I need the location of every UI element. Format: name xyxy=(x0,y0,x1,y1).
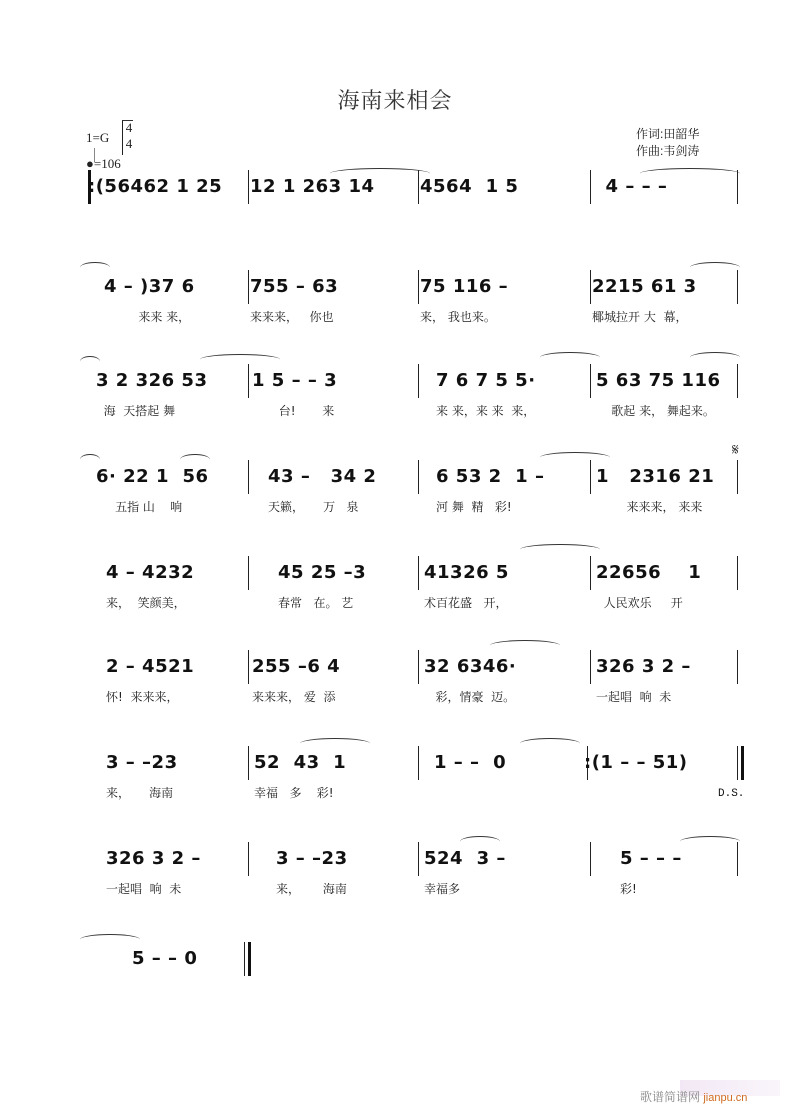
measure-notes: 326 3 2 – xyxy=(106,848,201,869)
barline xyxy=(248,842,249,876)
measure-lyrics: 来来来， 爱 添 xyxy=(252,690,336,704)
barline xyxy=(737,556,738,590)
measure-notes: 3 – –23 xyxy=(276,848,348,869)
measure-lyrics: 台! 来 xyxy=(252,404,335,418)
measure-notes: 43 – 34 2 xyxy=(268,466,377,487)
measure-notes: 4 – 4232 xyxy=(106,562,195,583)
watermark: 歌谱简谱网 jianpu.cn xyxy=(640,1090,748,1104)
slur xyxy=(460,836,500,847)
time-signature: 4 4 xyxy=(122,120,136,152)
barline xyxy=(248,650,249,684)
measure-lyrics: 春常 在。 艺 xyxy=(278,596,354,610)
slur xyxy=(690,352,740,363)
slur xyxy=(80,454,100,465)
barline xyxy=(418,556,419,590)
composer: 作曲:韦剑涛 xyxy=(636,144,700,158)
measure-notes: 5 – – 0 xyxy=(132,948,198,969)
measure-notes: 52 43 1 xyxy=(254,752,347,773)
barline xyxy=(418,460,419,494)
barline xyxy=(590,842,591,876)
score-line xyxy=(0,270,790,340)
barline xyxy=(418,746,419,780)
measure-notes: 1 5 – – 3 xyxy=(252,370,338,391)
measure-notes: 255 –6 4 xyxy=(252,656,341,677)
dal-segno-mark: D.S. xyxy=(718,788,745,800)
measure-lyrics: 来， 笑颜美， xyxy=(106,596,186,610)
measure-notes: 5 – – – xyxy=(620,848,682,869)
slur xyxy=(520,544,600,555)
measure-notes: 4 – – – xyxy=(592,176,668,197)
score-line xyxy=(0,842,790,912)
barline xyxy=(590,364,591,398)
measure-lyrics: 五指 山 响 xyxy=(96,500,183,514)
barline xyxy=(418,270,419,304)
barline xyxy=(590,650,591,684)
slur xyxy=(540,352,600,363)
slur xyxy=(640,168,740,179)
measure-notes: 45 25 –3 xyxy=(278,562,367,583)
barline xyxy=(248,460,249,494)
measure-notes: 6· 22 1 56 xyxy=(96,466,209,487)
measure-notes: 22656 1 xyxy=(596,562,702,583)
measure-notes: 5 63 75 116 xyxy=(596,370,721,391)
barline xyxy=(248,746,249,780)
measure-lyrics: 幸福 多 彩! xyxy=(254,786,334,800)
barline xyxy=(590,170,591,204)
measure-notes: 7 6 7 5 5· xyxy=(436,370,536,391)
barline xyxy=(248,556,249,590)
measure-lyrics: 来， 海南 xyxy=(276,882,347,896)
score-line xyxy=(0,170,790,240)
measure-lyrics: 彩，情豪 迈。 xyxy=(424,690,516,704)
barline xyxy=(418,650,419,684)
barline xyxy=(737,270,738,304)
measure-notes: 524 3 – xyxy=(424,848,506,869)
measure-notes: 2215 61 3 xyxy=(592,276,697,297)
lyricist: 作词:田韶华 xyxy=(636,127,700,141)
measure-lyrics: 来来来， 你也 xyxy=(250,310,334,324)
measure-notes: 326 3 2 – xyxy=(596,656,691,677)
slur xyxy=(80,934,140,945)
score-title: 海南来相会 xyxy=(337,89,453,114)
measure-lyrics: 怀! 来来来， xyxy=(106,690,179,704)
score-line xyxy=(0,556,790,626)
slur xyxy=(80,356,100,367)
credits xyxy=(636,126,699,160)
barline xyxy=(737,842,738,876)
measure-lyrics: 来， 我也来。 xyxy=(420,310,496,324)
measure-notes: 4 – )37 6 xyxy=(104,276,195,297)
barline xyxy=(248,270,249,304)
measure-lyrics: 来， 海南 xyxy=(106,786,174,800)
barline xyxy=(590,270,591,304)
slur xyxy=(520,738,580,749)
barline xyxy=(248,364,249,398)
score-line xyxy=(0,942,790,1012)
measure-notes: 3 2 326 53 xyxy=(96,370,208,391)
measure-notes: 4564 1 5 xyxy=(420,176,519,197)
measure-notes: 41326 5 xyxy=(424,562,509,583)
measure-lyrics: 椰城拉开 大 幕， xyxy=(592,310,688,324)
barline xyxy=(737,460,738,494)
measure-notes: 32 6346· xyxy=(424,656,517,677)
segno-icon: 𝄋 xyxy=(732,442,739,459)
barline xyxy=(737,650,738,684)
slur xyxy=(330,168,430,179)
measure-notes: 12 1 263 14 xyxy=(250,176,375,197)
barline xyxy=(418,842,419,876)
score-line xyxy=(0,650,790,720)
measure-notes: 3 – –23 xyxy=(106,752,178,773)
slur xyxy=(300,738,370,749)
slur xyxy=(680,836,740,847)
measure-lyrics: 海 天搭起 舞 xyxy=(96,404,176,418)
barline xyxy=(590,460,591,494)
slur xyxy=(80,262,110,273)
measure-lyrics: 河 舞 精 彩! xyxy=(436,500,512,514)
measure-lyrics: 来 来，来 来 来， xyxy=(436,404,536,418)
measure-lyrics: 术百花盛 开， xyxy=(424,596,508,610)
measure-lyrics: 来来来， 来来 xyxy=(596,500,703,514)
barline xyxy=(737,364,738,398)
measure-lyrics: 歌起 来， 舞起来。 xyxy=(596,404,715,418)
barline xyxy=(590,556,591,590)
barline xyxy=(418,364,419,398)
key-signature: 1=G xyxy=(86,130,110,145)
score-line xyxy=(0,746,790,816)
measure-notes: 2 – 4521 xyxy=(106,656,195,677)
measure-lyrics: 彩! xyxy=(620,882,637,896)
slur xyxy=(540,452,610,463)
slur xyxy=(180,454,210,465)
measure-lyrics: 一起唱 响 未 xyxy=(596,690,672,704)
measure-notes: 755 – 63 xyxy=(250,276,339,297)
tempo-marking: ●=106 xyxy=(86,156,121,171)
measure-notes: 6 53 2 1 – xyxy=(436,466,545,487)
measure-notes: 75 116 – xyxy=(420,276,509,297)
slur xyxy=(690,262,740,273)
slur xyxy=(200,354,280,365)
measure-lyrics: 天籁， 万 泉 xyxy=(268,500,359,514)
slur xyxy=(490,640,560,651)
quarter-note-head-icon: ● xyxy=(86,156,94,171)
barline xyxy=(737,746,738,780)
measure-notes: 1 – – 0 xyxy=(434,752,507,773)
measure-lyrics: 人民欢乐 开 xyxy=(596,596,683,610)
measure-notes: :(56462 1 25 xyxy=(88,176,223,197)
score-line xyxy=(0,460,790,530)
measure-lyrics: 一起唱 响 未 xyxy=(106,882,182,896)
measure-notes: :(1 – – 51) xyxy=(584,752,688,773)
measure-lyrics: 来来 来， xyxy=(104,310,191,324)
final-barline xyxy=(244,942,245,976)
score-line xyxy=(0,364,790,434)
measure-lyrics: 幸福多 xyxy=(424,882,461,896)
measure-notes: 1 2316 21 xyxy=(596,466,715,487)
barline xyxy=(248,170,249,204)
